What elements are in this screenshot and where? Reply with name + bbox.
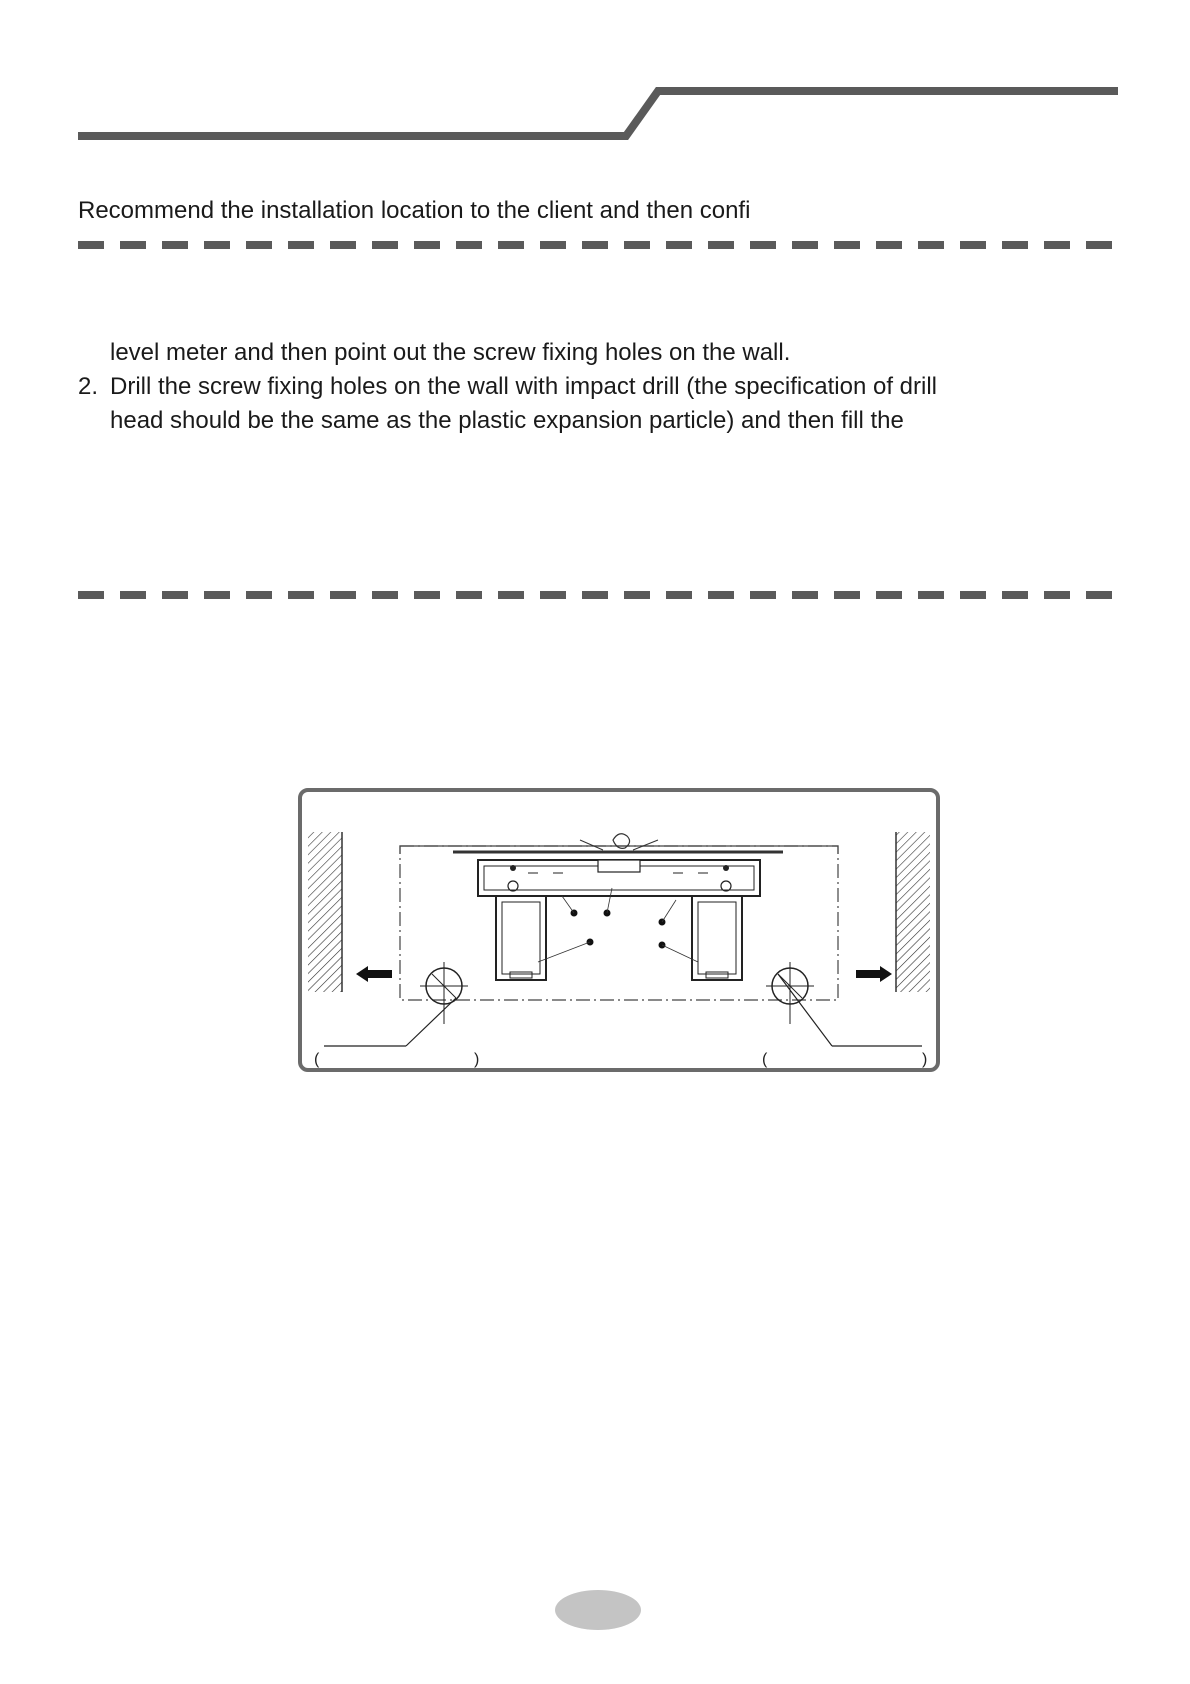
right-label-close-paren: ) — [922, 1051, 928, 1068]
step-2-continued: head should be the same as the plastic expansion particle) and then fill the — [110, 407, 904, 434]
diagram-frame — [300, 790, 938, 1070]
left-label-close-paren: ) — [474, 1051, 480, 1068]
left-wall-icon — [308, 832, 342, 992]
intro-text: Recommend the installation location to the client and then confi — [78, 197, 751, 224]
left-label-open-paren: ( — [314, 1051, 320, 1068]
section-divider-bottom — [78, 591, 1118, 599]
mounting-plate-diagram — [298, 788, 940, 1072]
right-label-open-paren: ( — [762, 1051, 768, 1068]
step-1-continued: level meter and then point out the screw fixing holes on the wall. — [110, 339, 791, 366]
page-number-badge — [555, 1590, 641, 1630]
right-wall-icon — [896, 832, 930, 992]
section-divider-top — [78, 241, 1118, 249]
step-2-text: Drill the screw fixing holes on the wall with impact drill (the specification of drill — [110, 373, 937, 400]
header-rule — [0, 0, 1190, 160]
step-2-number: 2. — [78, 373, 99, 400]
